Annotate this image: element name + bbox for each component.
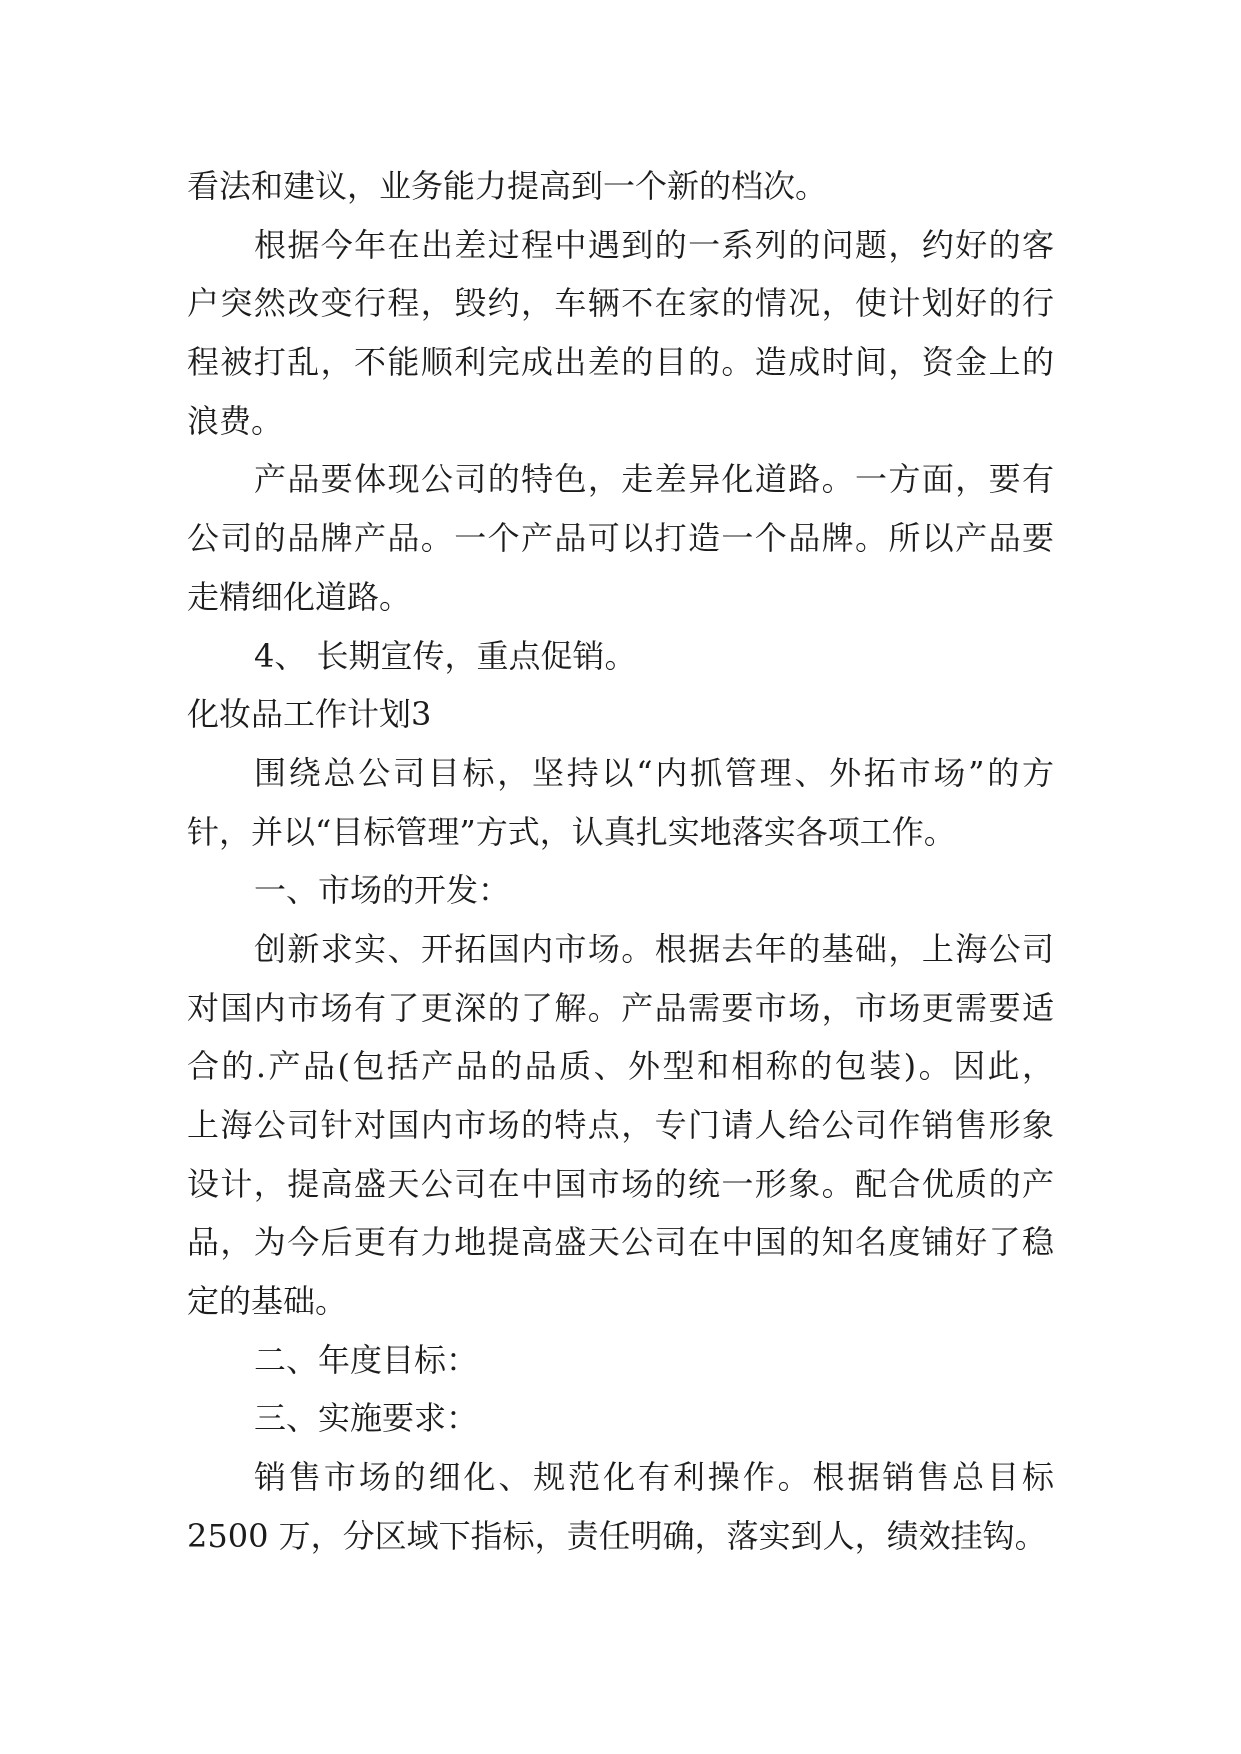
text-line: 根据今年在出差过程中遇到的一系列的问题，约好的客: [254, 225, 1054, 264]
text-line: 针，并以“目标管理”方式，认真扎实地落实各项工作。: [187, 812, 956, 851]
subheading-text: 三、实施要求：: [254, 1399, 479, 1438]
text-line: 围绕总公司目标，坚持以“内抓管理、外拓市场”的方: [254, 753, 1054, 792]
text-line: 2500 万，分区域下指标，责任明确，落实到人，绩效挂钩。: [187, 1516, 1047, 1555]
text-line: 上海公司针对国内市场的特点，专门请人给公司作销售形象: [187, 1106, 1054, 1144]
subheading-text: 一、市场的开发：: [254, 871, 511, 910]
subheading: [187, 861, 1054, 920]
document-body: [187, 157, 1054, 1566]
text-line: 定的基础。: [187, 1282, 348, 1321]
paragraph: [187, 450, 1054, 626]
text-line: 销售市场的细化、规范化有利操作。根据销售总目标: [254, 1458, 1054, 1497]
text-line: 浪费。: [187, 401, 284, 440]
section-heading: [187, 685, 1054, 744]
subheading-text: 二、年度目标：: [254, 1340, 479, 1379]
section-heading-text: 化妆品工作计划3: [187, 695, 432, 734]
text-line: 合的.产品(包括产品的品质、外型和相称的包装)。因此，: [187, 1047, 1054, 1086]
text-line: 程被打乱，不能顺利完成出差的目的。造成时间，资金上的: [187, 343, 1054, 382]
subheading: [187, 1389, 1054, 1448]
text-line: 创新求实、开拓国内市场。根据去年的基础，上海公司: [254, 929, 1054, 968]
paragraph: [187, 1448, 1054, 1565]
text-line: 公司的品牌产品。一个产品可以打造一个品牌。所以产品要: [187, 519, 1054, 558]
text-line: 户突然改变行程，毁约，车辆不在家的情况，使计划好的行: [187, 284, 1054, 323]
text-line: 走精细化道路。: [187, 577, 412, 616]
paragraph: [187, 744, 1054, 861]
text-line: 设计，提高盛天公司在中国市场的统一形象。配合优质的产: [187, 1164, 1054, 1203]
list-item: [187, 627, 1054, 686]
paragraph: [187, 920, 1054, 1331]
text-line: 产品要体现公司的特色，走差异化道路。一方面，要有: [254, 460, 1054, 499]
text-line: 4、 长期宣传，重点促销。: [254, 636, 637, 675]
subheading: [187, 1331, 1054, 1390]
text-line: 对国内市场有了更深的了解。产品需要市场，市场更需要适: [187, 988, 1054, 1027]
text-line: 品，为今后更有力地提高盛天公司在中国的知名度铺好了稳: [187, 1223, 1054, 1262]
paragraph: [187, 216, 1054, 451]
paragraph: [187, 157, 1054, 216]
text-line: 看法和建议，业务能力提高到一个新的档次。: [187, 167, 828, 205]
